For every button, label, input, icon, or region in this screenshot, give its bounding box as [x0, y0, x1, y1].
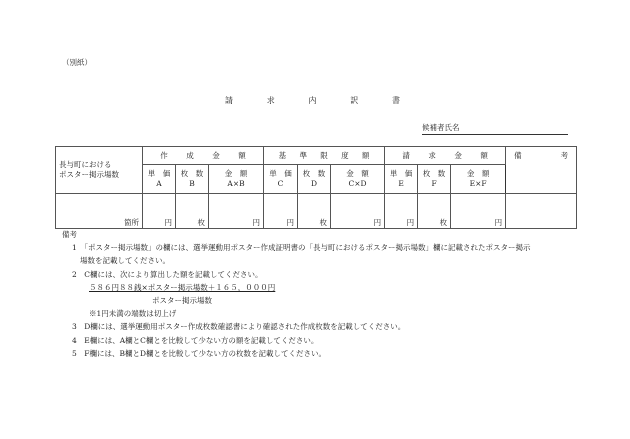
- note-1-cont: 場数を記載してください。: [80, 256, 170, 266]
- cell-remarks[interactable]: [506, 194, 577, 229]
- notes-heading: 備考: [62, 230, 77, 239]
- note-4: 4 E欄には、A欄とC欄とを比較して少ない方の額を記載してください。: [72, 335, 319, 345]
- cell-c[interactable]: 円: [264, 194, 298, 229]
- group-claim-amount: 請 求 金 額: [385, 147, 506, 165]
- subheader-axb: 金 額 A×B: [209, 165, 264, 194]
- subheader-cxd: 金 額 C×D: [331, 165, 385, 194]
- row-header-cell: [56, 147, 143, 194]
- group-standard-limit: 基 準 限 度 額: [264, 147, 385, 165]
- cell-axb[interactable]: 円: [209, 194, 264, 229]
- row-header-line1: 長与町における: [59, 160, 112, 169]
- document-title: [225, 95, 400, 106]
- invoice-breakdown-table: [55, 146, 577, 229]
- title-char: 求: [266, 96, 275, 105]
- cell-cxd[interactable]: 円: [331, 194, 385, 229]
- cell-exf[interactable]: 円: [451, 194, 506, 229]
- group-creation-amount: 作 成 金 額: [143, 147, 264, 165]
- subheader-a: 単 価 A: [143, 165, 176, 194]
- subheader-f: 枚 数 F: [418, 165, 451, 194]
- note-2-rounding: ※1円未満の端数は切上げ: [89, 309, 177, 319]
- subheader-c: 単 価 C: [264, 165, 298, 194]
- formula-denominator: ポスター掲示場数: [152, 296, 212, 306]
- cell-f[interactable]: 枚: [418, 194, 451, 229]
- title-char: 請: [225, 96, 233, 105]
- attachment-label: （別紙）: [62, 58, 92, 67]
- title-char: 訳: [350, 96, 359, 105]
- cell-b[interactable]: 枚: [176, 194, 209, 229]
- cell-a[interactable]: 円: [143, 194, 176, 229]
- note-5: 5 F欄には、B欄とD欄とを比較して少ない方の枚数を記載してください。: [72, 348, 326, 358]
- poster-sites-cell[interactable]: 箇所: [56, 194, 143, 229]
- remarks-header: 備 考: [506, 147, 577, 194]
- row-header-line2: ポスター掲示場数: [59, 170, 119, 179]
- subheader-b: 枚 数 B: [176, 165, 209, 194]
- subheader-e: 単 価 E: [385, 165, 418, 194]
- formula-numerator: ５８６円８８銭×ポスター掲示場数＋１６５，０００円: [89, 282, 276, 292]
- notes-section: [62, 228, 531, 360]
- cell-d[interactable]: 枚: [298, 194, 331, 229]
- subheader-exf: 金 額 E×F: [451, 165, 506, 194]
- note-1: 1 「ポスター掲示場数」の欄には、選挙運動用ポスター作成証明書の「長与町におけるポスター掲示場数」欄に記載されたポスター掲示: [72, 243, 531, 253]
- cell-e[interactable]: 円: [385, 194, 418, 229]
- title-char: 内: [308, 96, 317, 105]
- candidate-name-field: 候補者氏名: [422, 122, 568, 135]
- subheader-d: 枚 数 D: [298, 165, 331, 194]
- note-2: 2 C欄には、次により算出した額を記載してください。: [72, 269, 263, 279]
- title-char: 書: [392, 96, 400, 105]
- note-3: 3 D欄には、選挙運動用ポスター作成枚数確認書により確認された作成枚数を記載してください。: [72, 322, 406, 332]
